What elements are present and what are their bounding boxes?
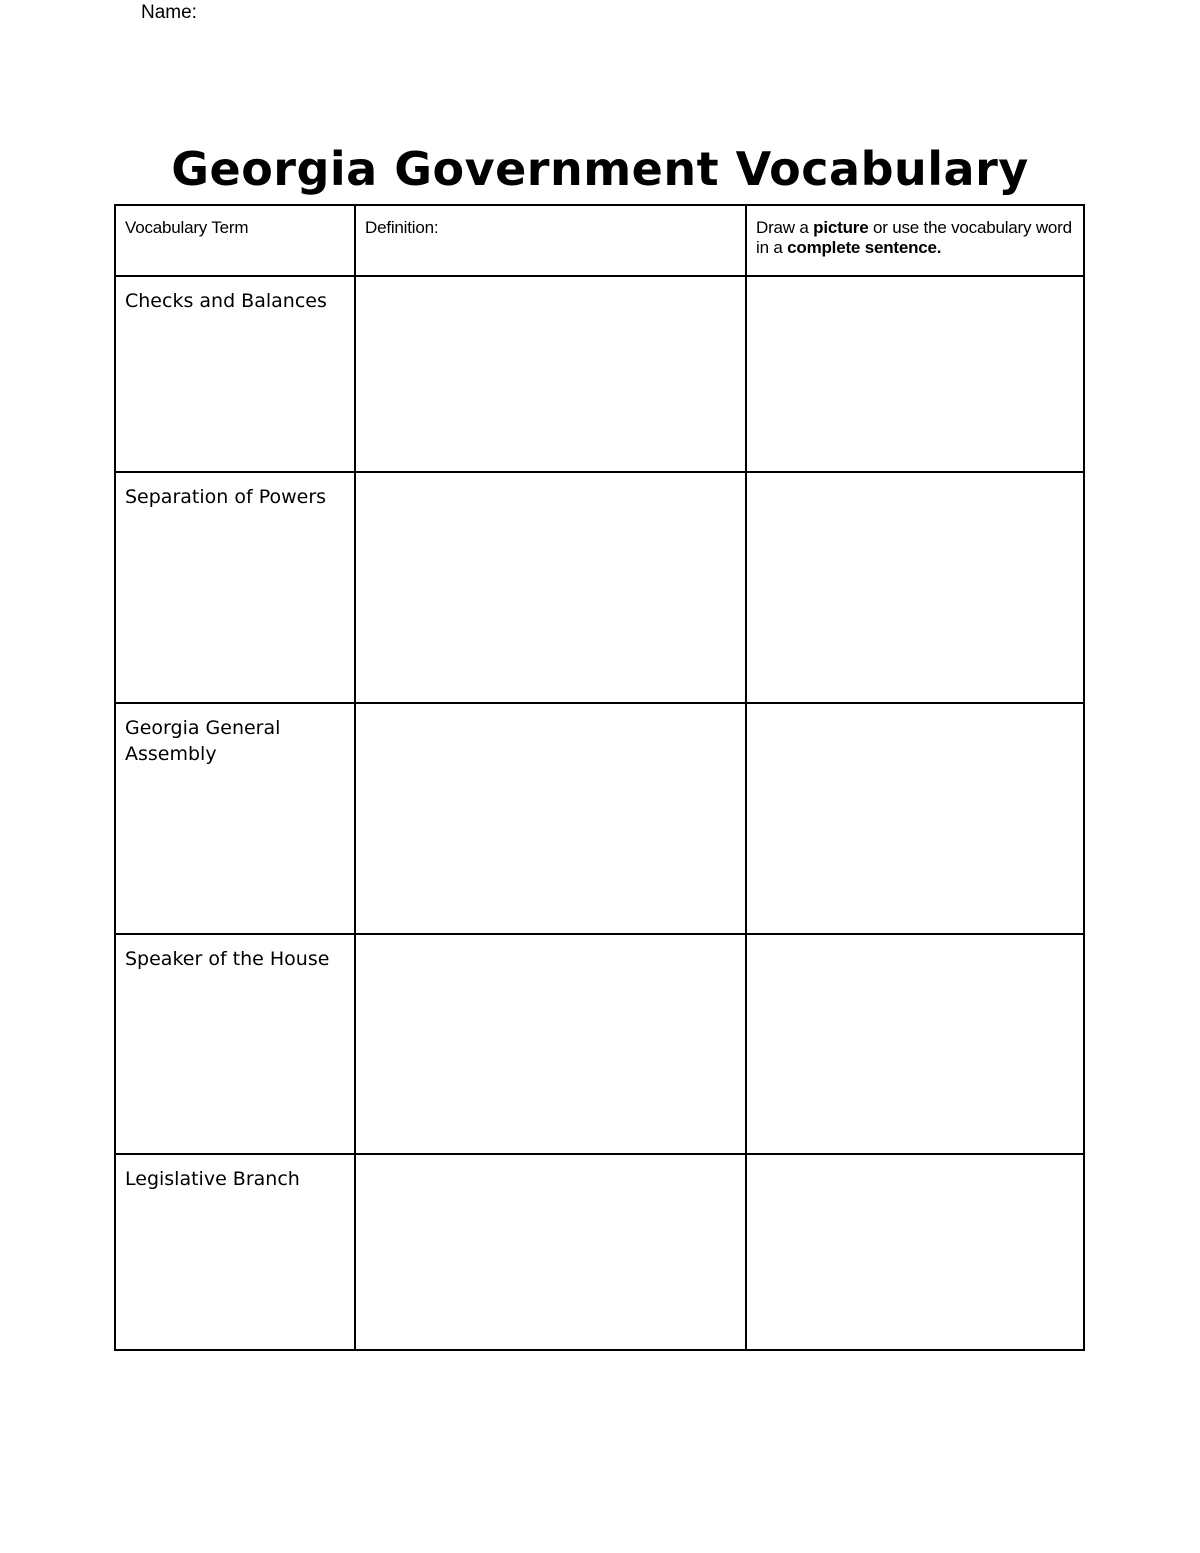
table-row [115, 1154, 1084, 1350]
column-header-picture [746, 205, 1084, 276]
column-header-term: Vocabulary Term [115, 205, 355, 276]
picture-instruction-part2: or use the vocabulary word in a [756, 218, 1072, 257]
table-row [115, 472, 1084, 703]
table-header-row [115, 205, 1084, 276]
term-cell: Speaker of the House [115, 934, 355, 1154]
term-cell: Checks and Balances [115, 276, 355, 472]
term-cell: Georgia General Assembly [115, 703, 355, 934]
vocabulary-table [114, 204, 1085, 1351]
term-cell: Legislative Branch [115, 1154, 355, 1350]
picture-instruction-bold2: complete sentence. [787, 238, 942, 257]
page-title: Georgia Government Vocabulary [171, 142, 1029, 196]
definition-cell[interactable] [355, 703, 746, 934]
column-header-definition: Definition: [355, 205, 746, 276]
definition-cell[interactable] [355, 1154, 746, 1350]
picture-cell[interactable] [746, 472, 1084, 703]
picture-instruction-part1: Draw a [756, 218, 814, 237]
picture-cell[interactable] [746, 276, 1084, 472]
table-row [115, 934, 1084, 1154]
picture-cell[interactable] [746, 934, 1084, 1154]
picture-instruction-bold1: picture [813, 218, 869, 237]
name-label: Name: [141, 2, 197, 23]
term-cell: Separation of Powers [115, 472, 355, 703]
definition-cell[interactable] [355, 276, 746, 472]
definition-cell[interactable] [355, 934, 746, 1154]
table-row [115, 703, 1084, 934]
definition-cell[interactable] [355, 472, 746, 703]
picture-cell[interactable] [746, 703, 1084, 934]
table-row [115, 276, 1084, 472]
picture-cell[interactable] [746, 1154, 1084, 1350]
